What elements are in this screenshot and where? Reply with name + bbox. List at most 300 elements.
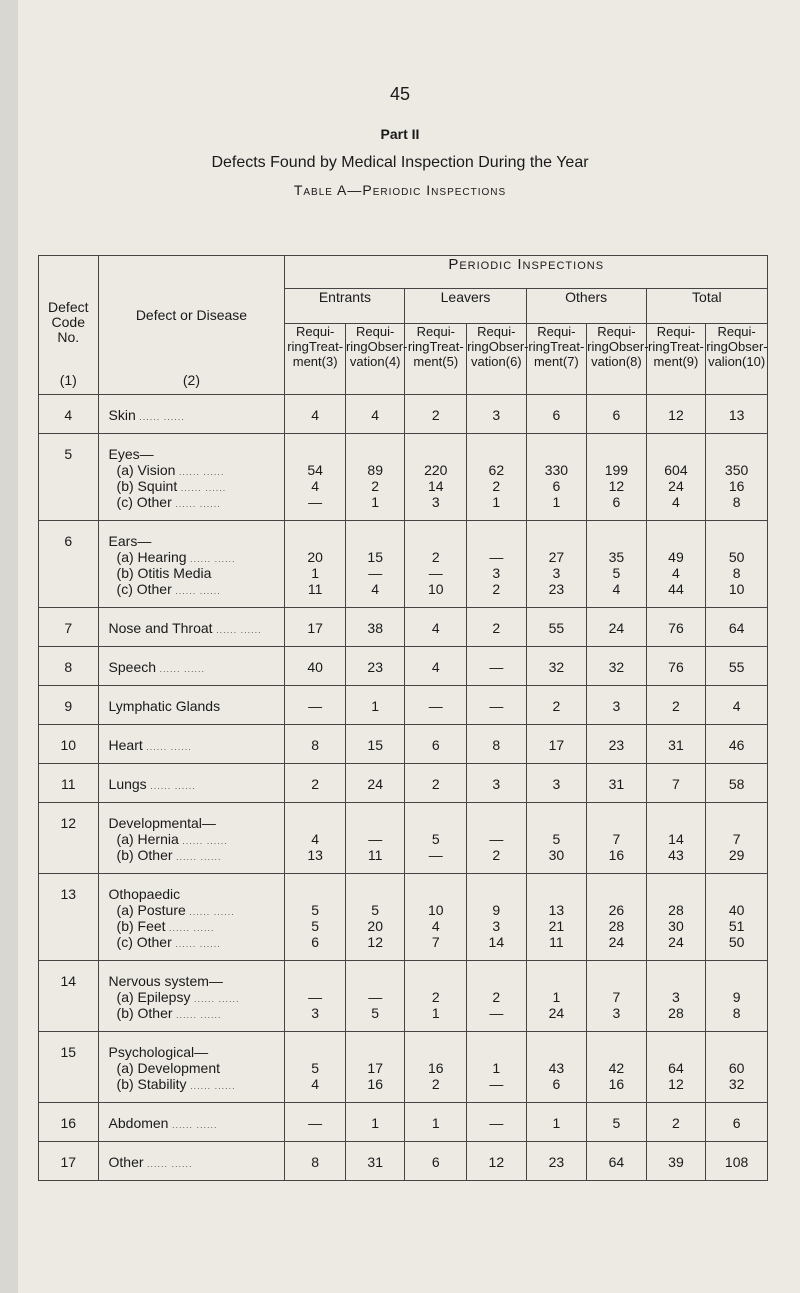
column-header-word: Obser- [608,339,649,354]
value: 12 [367,934,383,950]
value: — [489,1115,504,1131]
value: 23 [367,659,383,675]
value: — [428,698,443,714]
value: 3 [492,565,501,581]
leader-dots: ...... ...... [143,1159,193,1169]
value: 32 [608,659,625,675]
value: 2 [492,847,501,863]
value: 4 [431,620,440,636]
value: 55 [548,620,565,636]
defect-name: Skin ...... ...... [108,407,185,423]
value-cell [405,764,467,803]
value: 2 [431,549,440,565]
defect-name: Lymphatic Glands [108,698,221,714]
value-cell [345,1103,405,1142]
defect-name: Psychological— [108,1044,209,1060]
value [346,446,405,462]
value [706,815,767,831]
value: 1 [431,1115,440,1131]
value: 32 [548,659,565,675]
value: 2 [672,698,680,714]
value: 16 [608,1076,625,1092]
column-number: (7) [562,354,579,369]
column-number: (6) [505,354,522,369]
value: 30 [548,847,565,863]
table-row [39,725,768,764]
defect-name: Ears— [108,533,152,549]
value-cell [706,434,768,521]
defect-code: 17 [60,1154,77,1170]
value-cell [345,725,405,764]
defect-name: (b) Squint ...... ...... [116,478,227,494]
value: 39 [668,1154,684,1170]
value [706,533,767,549]
value: 3 [492,776,501,792]
value: 2 [431,407,440,423]
defect-name-cell [98,434,285,521]
value-cell [405,434,467,521]
defect-code: 15 [60,1044,77,1060]
value: 6 [431,1154,440,1170]
part-heading: Part II [380,126,420,142]
value [587,1044,646,1060]
value-cell [285,395,346,434]
value [346,533,405,549]
leader-dots: ...... ...... [135,412,185,422]
value [346,886,405,902]
column-header-word: vation [591,354,626,369]
leader-dots: ...... ...... [186,554,236,564]
value [647,973,706,989]
document-subtitle: Defects Found by Medical Inspection During the Year [211,154,589,171]
value: 28 [608,918,625,934]
defect-name-cell [98,725,285,764]
value-cell [345,874,405,961]
value: 5 [371,1005,380,1021]
value: 5 [311,1060,320,1076]
defect-name-cell [98,647,285,686]
value: 11 [307,581,323,597]
value-cell [587,961,647,1032]
value [706,1044,767,1060]
value-cell [706,521,768,608]
column-header-word: Treat- [550,339,585,354]
column-header-word: Treat- [308,339,344,354]
value: 1 [431,1005,440,1021]
value: 4 [732,698,741,714]
column-header-word: Obser- [727,339,768,354]
value [527,886,587,902]
value [285,446,345,462]
value: 16 [367,1076,383,1092]
value-cell [345,521,405,608]
table-row [39,521,768,608]
value: 1 [371,494,380,510]
defect-name: (b) Feet ...... ...... [116,918,215,934]
value [706,973,767,989]
value: 6 [431,737,440,753]
value [467,446,526,462]
value-cell [285,521,346,608]
defect-name-cell [98,608,285,647]
page-number: 45 [389,84,411,104]
defect-name: (c) Other ...... ...... [116,581,221,597]
column-header-word: ment [533,354,563,369]
value-cell [587,608,647,647]
column-header-word: ring [706,339,728,354]
value: 3 [311,1005,320,1021]
value [467,973,526,989]
value-cell [706,608,768,647]
value-cell [587,686,647,725]
column-header-word: ring [407,339,430,354]
value: 14 [668,831,684,847]
value: — [308,989,323,1005]
value: 4 [371,407,380,423]
value-cell [646,764,706,803]
value [346,973,405,989]
table-row [39,1103,768,1142]
value: 20 [367,918,383,934]
table-row [39,686,768,725]
value-cell [467,395,527,434]
column-header-word: ment [413,354,443,369]
value: — [489,1005,504,1021]
value-cell [706,874,768,961]
table-row [39,764,768,803]
value: 28 [668,1005,684,1021]
leader-dots: ...... ...... [177,483,227,493]
value-cell [526,395,587,434]
value: 20 [307,549,323,565]
defect-code-cell [39,1142,99,1181]
value [346,815,405,831]
value: 1 [552,989,561,1005]
value: 13 [307,847,323,863]
value-cell [646,521,706,608]
value-cell [467,686,527,725]
value-cell [526,803,587,874]
value [587,446,646,462]
value-cell [405,521,467,608]
value-cell [405,725,467,764]
value: 1 [492,1060,501,1076]
value-cell [587,764,647,803]
value: 4 [311,478,320,494]
value: — [308,494,323,510]
value: 7 [732,831,741,847]
value [405,533,466,549]
column-header-word: Requi- [717,324,756,339]
value: 51 [728,918,745,934]
value: 12 [668,1076,684,1092]
value: 5 [431,831,440,847]
leader-dots: ...... ...... [171,939,221,949]
value-cell [706,1103,768,1142]
value-cell [646,874,706,961]
value-cell [467,1032,527,1103]
value [587,886,646,902]
value: 5 [612,1115,621,1131]
column-number: (3) [321,354,338,369]
value-cell [706,1142,768,1181]
defect-code: 13 [60,886,77,902]
column-number: (8) [625,354,642,369]
value: 43 [668,847,684,863]
value: 2 [492,989,501,1005]
defect-name: (a) Posture ...... ...... [116,902,235,918]
value: 42 [608,1060,625,1076]
value: 8 [311,1154,320,1170]
value: 2 [431,1076,440,1092]
value: 11 [367,847,383,863]
value-cell [345,686,405,725]
value: 31 [608,776,625,792]
value: 1 [552,494,561,510]
value: 3 [552,565,561,581]
value: 16 [728,478,745,494]
value: 2 [492,478,501,494]
defect-code-cell [39,521,99,608]
value-cell [646,961,706,1032]
value: 4 [431,659,440,675]
value: 15 [367,549,383,565]
table-row [39,1032,768,1103]
value: 3 [492,918,501,934]
column-header-word: ment [653,354,683,369]
defect-code-cell [39,395,99,434]
leader-dots: ...... ...... [190,994,240,1004]
value: 5 [371,902,380,918]
defect-name-cell [98,803,285,874]
value-cell [405,647,467,686]
defect-disease-header [98,256,285,395]
value: 9 [732,989,741,1005]
value-cell [526,874,587,961]
defect-name-cell [98,961,285,1032]
value-cell [587,521,647,608]
value [467,886,526,902]
value: 13 [548,902,565,918]
column-header-word: ring [648,339,670,354]
value: 17 [307,620,323,636]
value-cell [285,434,346,521]
defect-name: (c) Other ...... ...... [116,494,221,510]
column-header-6 [467,324,527,395]
defect-name: (b) Other ...... ...... [116,1005,222,1021]
value: 6 [311,934,320,950]
value: 50 [728,934,745,950]
defect-name: (a) Hernia ...... ...... [116,831,228,847]
value: — [308,698,323,714]
value: 24 [548,1005,565,1021]
table-row [39,395,768,434]
value-cell [405,1103,467,1142]
value: 9 [492,902,501,918]
defect-name-cell [98,686,285,725]
defect-code-cell [39,1103,99,1142]
leader-dots: ...... ...... [168,1120,218,1130]
value [527,815,587,831]
value: 76 [668,659,684,675]
value: 50 [728,549,745,565]
column-header-word: vation [471,354,506,369]
value: 55 [728,659,745,675]
value: 10 [427,902,444,918]
defect-code: 4 [64,407,73,423]
value [587,815,646,831]
value-cell [345,803,405,874]
value: 5 [552,831,561,847]
defect-name: (c) Other ...... ...... [116,934,221,950]
value-cell [285,1103,346,1142]
value: 89 [367,462,383,478]
column-header-word: vation [349,354,385,369]
value-cell [405,874,467,961]
defects-table [38,255,768,1181]
leader-dots: ...... ...... [172,852,222,862]
value-cell [587,874,647,961]
leader-dots: ...... ...... [185,907,235,917]
defect-name: (b) Stability ...... ...... [116,1076,236,1092]
column-header-word: Obser- [367,339,408,354]
value [405,446,466,462]
defect-name-cell [98,764,285,803]
value-cell [285,725,346,764]
value: 2 [492,620,501,636]
value: 8 [732,565,741,581]
value: 2 [492,581,501,597]
value: — [368,565,383,581]
value [527,1044,587,1060]
leader-dots: ...... ...... [212,625,262,635]
value-cell [467,764,527,803]
defect-code: 9 [64,698,73,714]
value-cell [587,434,647,521]
value: 15 [367,737,383,753]
value: 1 [552,1115,561,1131]
defect-name: (a) Hearing ...... ...... [116,549,236,565]
group-total: Total [646,289,767,324]
value [285,815,345,831]
value: 3 [492,407,501,423]
table-row [39,434,768,521]
defect-name: Eyes— [108,446,154,462]
value: 3 [672,989,680,1005]
defect-code: 11 [60,776,76,792]
value: 7 [612,989,621,1005]
value: 2 [431,989,440,1005]
defect-code: 7 [64,620,73,636]
value: 7 [672,776,680,792]
value-cell [646,434,706,521]
column-header-word: ring [345,339,368,354]
value: 24 [668,934,684,950]
value-cell [706,803,768,874]
defect-code-cell [39,725,99,764]
value: 5 [612,565,621,581]
defect-name: Speech ...... ...... [108,659,206,675]
value-cell [587,725,647,764]
column-header-10 [706,324,768,395]
leader-dots: ...... ...... [172,1010,222,1020]
defect-name: (a) Vision ...... ...... [116,462,225,478]
value-cell [345,1142,405,1181]
defect-name: Lungs ...... ...... [108,776,196,792]
group-others: Others [526,289,646,324]
value-cell [526,1142,587,1181]
column-header-word: Treat- [669,339,704,354]
value: 16 [608,847,625,863]
value: 17 [367,1060,383,1076]
value: 58 [728,776,745,792]
value-cell [706,395,768,434]
defect-name-cell [98,1142,285,1181]
defect-name-cell [98,874,285,961]
value [587,533,646,549]
column-number: (9) [682,354,699,369]
defect-code: 8 [64,659,73,675]
value-cell [285,1142,346,1181]
defect-name: (a) Development [116,1060,221,1076]
value-cell [646,725,706,764]
value: 5 [311,918,320,934]
defect-code-cell [39,686,99,725]
value-cell [587,1142,647,1181]
table-title: Table A—Periodic Inspections [293,182,507,198]
value: 14 [427,478,444,494]
value: 23 [608,737,625,753]
defect-code-colnum: (1) [59,372,77,388]
value-cell [706,1032,768,1103]
column-number: (10) [742,354,766,369]
value: 40 [307,659,323,675]
value: 2 [311,776,320,792]
value: 5 [311,902,320,918]
value: 64 [608,1154,625,1170]
column-header-word: Requi- [656,324,696,339]
value: 6 [552,407,561,423]
defect-name: Heart ...... ...... [108,737,192,753]
value: 7 [612,831,621,847]
value: 26 [608,902,625,918]
defect-name-cell [98,1032,285,1103]
leader-dots: ...... ...... [142,742,192,752]
column-header-word: Requi- [537,324,576,339]
column-header-word: ring [467,339,489,354]
value: 24 [608,934,625,950]
value: 6 [732,1115,741,1131]
value-cell [345,1032,405,1103]
value-cell [526,521,587,608]
value-cell [526,1103,587,1142]
defect-name: Developmental— [108,815,216,831]
value: 4 [311,831,320,847]
value [405,886,466,902]
value: 2 [672,1115,680,1131]
value-cell [467,608,527,647]
value-cell [285,764,346,803]
defect-name-cell [98,521,285,608]
value: 21 [548,918,565,934]
defect-name: Nervous system— [108,973,223,989]
value: — [308,1115,323,1131]
value: 330 [544,462,569,478]
value [527,446,587,462]
column-header-word: ring [287,339,309,354]
defect-name: Othopaedic [108,886,181,902]
column-header-word: Requi- [296,324,335,339]
